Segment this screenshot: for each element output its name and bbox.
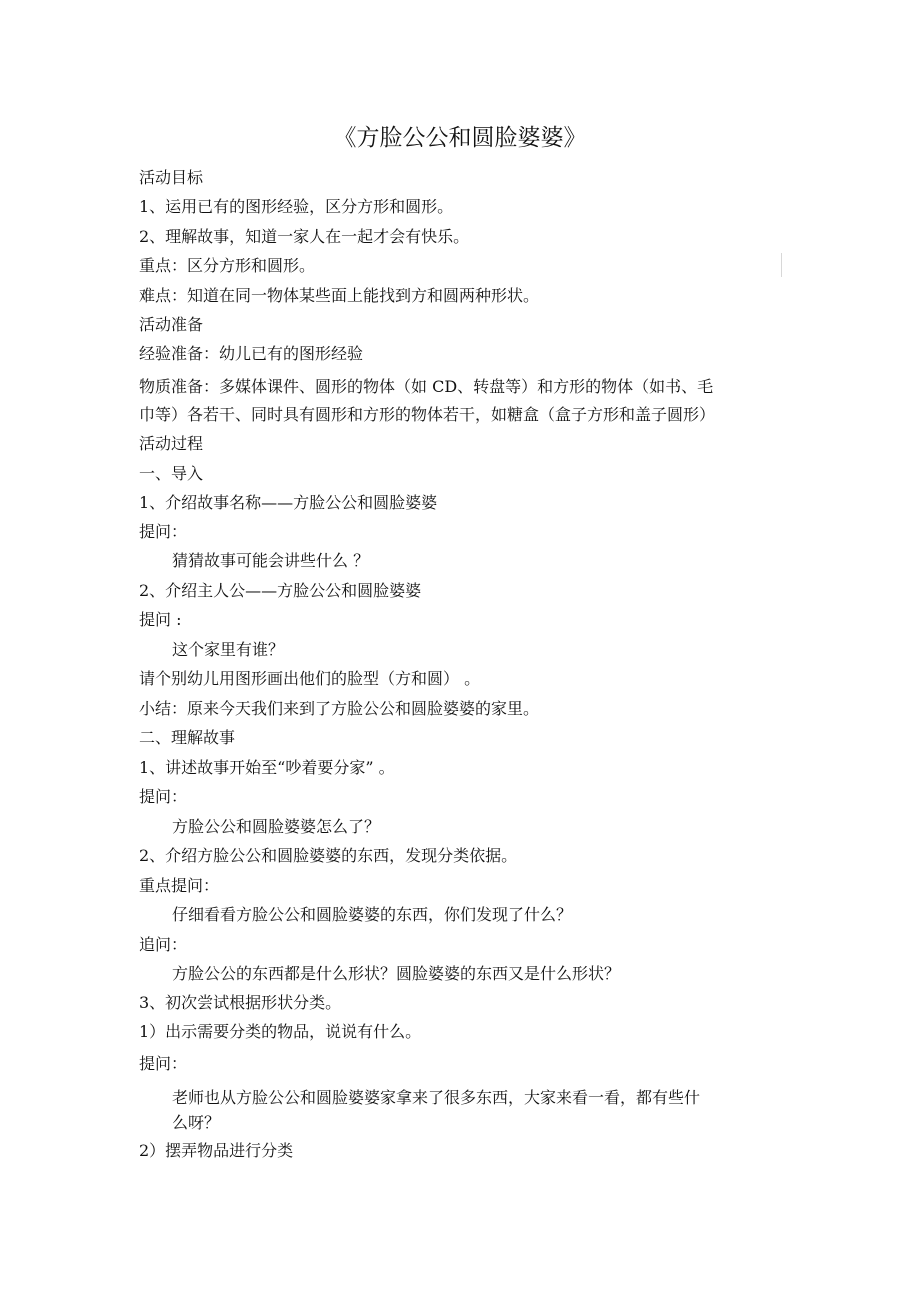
goal-item-1: 1、运用已有的图形经验，区分方形和圆形。: [139, 197, 454, 216]
question-text-line-2: 么呀？: [172, 1113, 221, 1132]
step-2-introduce-items: 2、介绍方脸公公和圆脸婆婆的东西，发现分类依据。: [139, 846, 518, 865]
substep-2-sort-items: 2）摆弄物品进行分类: [139, 1141, 294, 1160]
key-question-label: 重点提问：: [139, 876, 220, 895]
goal-item-2: 2、理解故事，知道一家人在一起才会有快乐。: [139, 227, 470, 246]
key-point: 重点：区分方形和圆形。: [139, 256, 316, 275]
part-two-heading: 二、理解故事: [139, 728, 236, 747]
material-preparation-line-1: 物质准备：多媒体课件、圆形的物体（如 CD、转盘等）和方形的物体（如书、毛: [139, 377, 714, 396]
question-text: 方脸公公和圆脸婆婆怎么了？: [172, 817, 381, 836]
document-title: 《方脸公公和圆脸婆婆》: [333, 125, 587, 151]
question-label: 提问：: [139, 787, 188, 806]
substep-1-show-items: 1）出示需要分类的物品，说说有什么。: [139, 1022, 422, 1041]
question-text-line-1: 老师也从方脸公公和圆脸婆婆家拿来了很多东西，大家来看一看，都有些什: [172, 1088, 701, 1107]
section-heading-preparation: 活动准备: [139, 315, 204, 334]
difficult-point: 难点：知道在同一物体某些面上能找到方和圆两种形状。: [139, 286, 540, 305]
question-text: 这个家里有谁？: [172, 640, 285, 659]
question-text: 猜猜故事可能会讲些什么 ？: [172, 551, 370, 570]
question-text: 仔细看看方脸公公和圆脸婆婆的东西，你们发现了什么？: [172, 905, 573, 924]
question-text: 方脸公公的东西都是什么形状？圆脸婆婆的东西又是什么形状？: [172, 964, 621, 983]
step-3-sort-by-shape: 3、初次尝试根据形状分类。: [139, 993, 342, 1012]
summary-text: 小结：原来今天我们来到了方脸公公和圆脸婆婆的家里。: [139, 699, 540, 718]
question-label: 提问 :: [139, 610, 182, 629]
experience-preparation: 经验准备：幼儿已有的图形经验: [139, 344, 364, 363]
section-heading-process: 活动过程: [139, 434, 204, 453]
material-preparation-line-2: 巾等）各若干、同时具有圆形和方形的物体若干，如糖盒（盒子方形和盖子圆形）: [139, 405, 716, 424]
question-label: 提问：: [139, 522, 188, 541]
step-1-tell-story: 1、讲述故事开始至“吵着要分家” 。: [139, 758, 395, 777]
activity-instruction: 请个别幼儿用图形画出他们的脸型（方和圆） 。: [139, 669, 481, 688]
follow-up-label: 追问：: [139, 935, 188, 954]
part-one-heading: 一、导入: [139, 464, 204, 483]
step-1-intro-story-name: 1、介绍故事名称——方脸公公和圆脸婆婆: [139, 493, 438, 512]
question-label: 提问：: [139, 1054, 188, 1073]
margin-mark: [781, 253, 782, 277]
step-2-intro-characters: 2、介绍主人公——方脸公公和圆脸婆婆: [139, 581, 422, 600]
section-heading-goals: 活动目标: [139, 168, 204, 187]
